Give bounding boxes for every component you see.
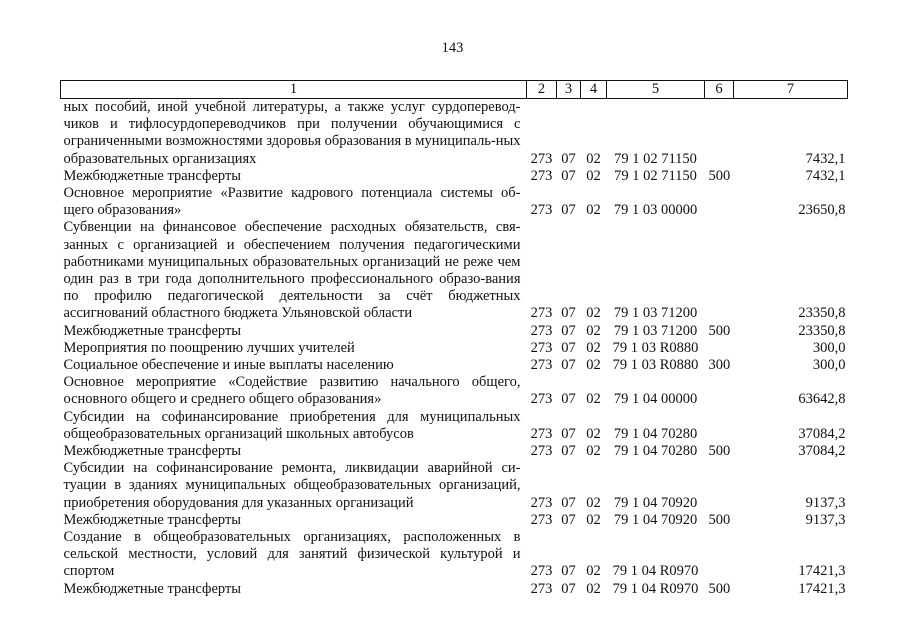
row-target-article: 79 1 04 00000 (613, 391, 698, 408)
table-row (61, 99, 848, 168)
row-section-code: 07 (561, 580, 576, 597)
row-expense-type: 500 (708, 580, 731, 597)
budget-table (60, 80, 848, 598)
row-amount: 9137,3 (805, 511, 846, 528)
row-amount: 9137,3 (805, 494, 846, 511)
row-name: ных пособий, иной учебной литературы, а также услуг сурдоперевод-чиков и тифлосурдопереводчиков при получении обучающимися с ограниченными возможностями здоровья образования в муниципаль-ных образовательных организациях (63, 99, 521, 167)
row-name: Межбюджетные трансферты (63, 511, 242, 528)
row-name: Межбюджетные трансферты (63, 580, 242, 597)
row-section-code: 07 (561, 357, 576, 374)
row-expense-type: 500 (708, 511, 731, 528)
row-name: Субвенции на финансовое обеспечение расходных обязательств, свя-занных с организацией и обеспечением получения педагогическими работниками муниципальных образовательных организаций не реже чем один раз в три года дополнительного профессионального образо-вания по профилю педагогической деятельности за счёт бюджетных ассигнований областного бюджета Ульяновской области (63, 219, 521, 322)
column-header-7: 7 (734, 81, 848, 99)
table-row (61, 357, 848, 374)
row-amount: 17421,3 (798, 563, 846, 580)
row-target-article: 79 1 03 00000 (613, 202, 698, 219)
row-subsection-code: 02 (586, 511, 601, 528)
row-name: Межбюджетные трансферты (63, 443, 242, 460)
row-expense-type (705, 99, 734, 168)
row-target-article: 79 1 04 70280 (613, 443, 698, 460)
row-ministry-code: 273 (530, 443, 553, 460)
row-name: Мероприятия по поощрению лучших учителей (63, 339, 355, 356)
row-target-article: 79 1 03 R0880 (612, 357, 699, 374)
row-expense-type (705, 409, 734, 443)
row-expense-type (705, 219, 734, 322)
row-section-code: 07 (561, 563, 576, 580)
row-section-code: 07 (561, 167, 576, 184)
row-target-article: 79 1 04 70920 (613, 494, 698, 511)
column-header-1: 1 (61, 81, 527, 99)
table-row (61, 168, 848, 185)
row-expense-type (705, 185, 734, 219)
table-row (61, 219, 848, 322)
page-number: 143 (441, 40, 464, 56)
row-expense-type (705, 374, 734, 408)
row-amount: 300,0 (812, 357, 846, 374)
table-row (61, 529, 848, 581)
row-expense-type (705, 460, 734, 512)
row-target-article: 79 1 04 70280 (613, 425, 698, 442)
table-row (61, 443, 848, 460)
row-target-article: 79 1 03 R0880 (612, 339, 699, 356)
table-row (61, 512, 848, 529)
row-expense-type: 500 (708, 443, 731, 460)
row-amount: 17421,3 (798, 580, 846, 597)
row-expense-type: 300 (708, 357, 731, 374)
column-header-5: 5 (607, 81, 705, 99)
table-row (61, 374, 848, 408)
row-subsection-code: 02 (586, 494, 601, 511)
row-section-code: 07 (561, 443, 576, 460)
row-name: Субсидии на софинансирование приобретения для муниципальных общеобразовательных организаций школьных автобусов (63, 408, 521, 442)
row-amount: 7432,1 (805, 167, 846, 184)
table-row (61, 340, 848, 357)
row-amount: 63642,8 (798, 391, 846, 408)
row-ministry-code: 273 (530, 391, 553, 408)
row-target-article: 79 1 03 71200 (613, 322, 698, 339)
row-section-code: 07 (561, 202, 576, 219)
row-section-code: 07 (561, 150, 576, 167)
table-row (61, 581, 848, 598)
row-subsection-code: 02 (586, 322, 601, 339)
row-ministry-code: 273 (530, 322, 553, 339)
row-section-code: 07 (561, 339, 576, 356)
row-subsection-code: 02 (586, 150, 601, 167)
row-amount: 37084,2 (798, 425, 846, 442)
row-expense-type: 500 (708, 322, 731, 339)
table-row (61, 460, 848, 512)
row-subsection-code: 02 (586, 391, 601, 408)
row-amount: 23350,8 (798, 305, 846, 322)
row-subsection-code: 02 (586, 339, 601, 356)
row-target-article: 79 1 03 71200 (613, 305, 698, 322)
row-subsection-code: 02 (586, 443, 601, 460)
row-ministry-code: 273 (530, 167, 553, 184)
row-amount: 300,0 (812, 339, 846, 356)
row-name: Социальное обеспечение и иные выплаты населению (63, 357, 394, 374)
row-ministry-code: 273 (530, 150, 553, 167)
row-section-code: 07 (561, 305, 576, 322)
table-row (61, 185, 848, 219)
row-name: Создание в общеобразовательных организациях, расположенных в сельской местности, условий для занятий физической культурой и спортом (63, 529, 521, 580)
table-row (61, 323, 848, 340)
row-subsection-code: 02 (586, 580, 601, 597)
row-ministry-code: 273 (530, 511, 553, 528)
row-subsection-code: 02 (586, 305, 601, 322)
row-section-code: 07 (561, 425, 576, 442)
row-ministry-code: 273 (530, 425, 553, 442)
row-amount: 23650,8 (798, 202, 846, 219)
row-ministry-code: 273 (530, 202, 553, 219)
row-section-code: 07 (561, 322, 576, 339)
row-name: Основное мероприятие «Содействие развитию начального общего, основного общего и среднего общего образования» (63, 374, 521, 408)
table-row (61, 409, 848, 443)
row-ministry-code: 273 (530, 494, 553, 511)
table-header-row (61, 81, 848, 99)
row-subsection-code: 02 (586, 167, 601, 184)
row-ministry-code: 273 (530, 580, 553, 597)
row-expense-type: 500 (708, 167, 731, 184)
row-target-article: 79 1 04 R0970 (612, 563, 699, 580)
row-ministry-code: 273 (530, 305, 553, 322)
row-section-code: 07 (561, 494, 576, 511)
row-target-article: 79 1 04 70920 (613, 511, 698, 528)
row-ministry-code: 273 (530, 357, 553, 374)
column-header-2: 2 (527, 81, 557, 99)
row-target-article: 79 1 04 R0970 (612, 580, 699, 597)
row-section-code: 07 (561, 391, 576, 408)
row-name: Субсидии на софинансирование ремонта, ликвидации аварийной си-туации в зданиях муниципальных общеобразовательных организаций, приобретения оборудования для указанных организаций (63, 460, 521, 511)
row-amount: 37084,2 (798, 443, 846, 460)
column-header-6: 6 (705, 81, 734, 99)
row-expense-type (705, 340, 734, 357)
row-target-article: 79 1 02 71150 (614, 150, 697, 167)
column-header-4: 4 (581, 81, 607, 99)
row-amount: 23350,8 (798, 322, 846, 339)
row-subsection-code: 02 (586, 563, 601, 580)
row-section-code: 07 (561, 511, 576, 528)
row-subsection-code: 02 (586, 425, 601, 442)
row-expense-type (705, 529, 734, 581)
row-ministry-code: 273 (530, 339, 553, 356)
row-name: Основное мероприятие «Развитие кадрового потенциала системы об-щего образования» (63, 185, 521, 219)
row-subsection-code: 02 (586, 357, 601, 374)
row-name: Межбюджетные трансферты (63, 322, 242, 339)
row-ministry-code: 273 (530, 563, 553, 580)
row-name: Межбюджетные трансферты (63, 167, 242, 184)
column-header-3: 3 (557, 81, 581, 99)
row-subsection-code: 02 (586, 202, 601, 219)
row-amount: 7432,1 (805, 150, 846, 167)
row-target-article: 79 1 02 71150 (614, 167, 697, 184)
